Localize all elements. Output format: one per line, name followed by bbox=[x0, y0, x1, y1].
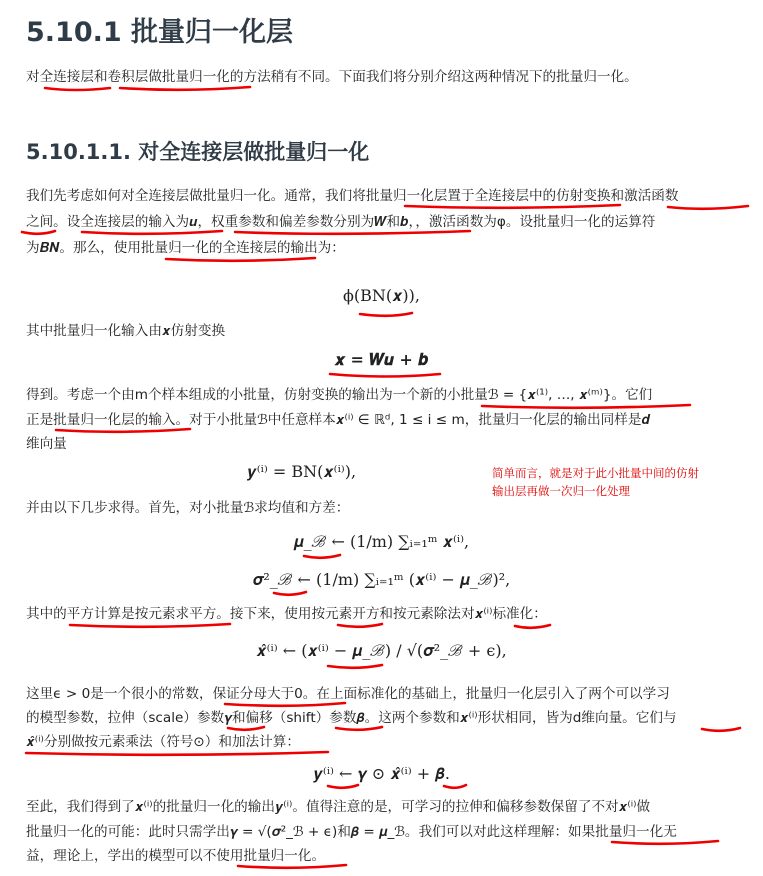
intro-paragraph: 对全连接层和卷积层做批量归一化的方法稍有不同。下面我们将分别介绍这两种情况下的批量归一化。 bbox=[26, 69, 638, 85]
equation-affine: 𝒙 = 𝑾𝒖 + 𝒃 bbox=[334, 350, 429, 369]
underline-mark bbox=[304, 555, 340, 558]
paragraph-3-line-1: 这里ϵ > 0是一个很小的常数，保证分母大于0。在上面标准化的基础上，批量归一化层引入了两个可以学习 bbox=[26, 686, 670, 702]
equation-mean: 𝝁_ℬ ← (1/m) ∑ᵢ₌₁ᵐ 𝒙⁽ⁱ⁾, bbox=[293, 532, 470, 551]
underline-mark bbox=[274, 592, 306, 595]
paragraph-1-line-2: 之间。设全连接层的输入为𝒖，权重参数和偏差参数分别为𝑾和𝒃，，激活函数为φ。设批量归一化的运算符 bbox=[26, 214, 656, 230]
underline-mark bbox=[444, 785, 466, 788]
underline-mark bbox=[328, 665, 382, 668]
annotation-line-1: 简单而言，就是对于此小批量中间的仿射 bbox=[492, 466, 699, 480]
paragraph-2-line-3: 维向量 bbox=[26, 436, 67, 452]
equation-standardize: 𝒙̂⁽ⁱ⁾ ← (𝒙⁽ⁱ⁾ − 𝝁_ℬ) / √(𝝈²_ℬ + ϵ), bbox=[256, 641, 507, 660]
standardize-intro: 其中的平方计算是按元素求平方。接下来，使用按元素开方和按元素除法对𝒙⁽ⁱ⁾标准化： bbox=[26, 606, 547, 622]
underline-mark bbox=[328, 785, 358, 788]
paragraph-2-line-1: 得到。考虑一个由m个样本组成的小批量，仿射变换的输出为一个新的小批量ℬ = {𝒙⁽¹⁾, …, 𝒙⁽ᵐ⁾}。它们 bbox=[26, 387, 653, 403]
paragraph-1-line-3: 为𝑩𝑵。那么，使用批量归一化的全连接层的输出为： bbox=[26, 240, 345, 256]
paragraph-4-line-1: 至此，我们得到了𝒙⁽ⁱ⁾的批量归一化的输出𝒚⁽ⁱ⁾。值得注意的是，可学习的拉伸和偏移参数保留了不对𝒙⁽ⁱ⁾做 bbox=[26, 799, 651, 815]
underline-mark bbox=[330, 374, 440, 377]
mean-variance-intro: 并由以下几步求得。首先，对小批量ℬ求均值和方差： bbox=[26, 500, 350, 516]
paragraph-3-line-3: 𝒙̂⁽ⁱ⁾分别做按元素乘法（符号⊙）和加法计算： bbox=[26, 734, 300, 750]
equation-bn-output: 𝒚⁽ⁱ⁾ = BN(𝒙⁽ⁱ⁾), bbox=[246, 462, 357, 481]
equation-output: ϕ(BN(𝒙)), bbox=[342, 286, 420, 305]
paragraph-4-line-2: 批量归一化的可能：此时只需学出𝜸 = √(𝝈²_ℬ + ϵ)和𝜷 = 𝝁_ℬ。我们可以对此这样理解：如果批量归一化无 bbox=[26, 824, 677, 840]
equation-scale-shift: 𝒚⁽ⁱ⁾ ← 𝜸 ⊙ 𝒙̂⁽ⁱ⁾ + 𝜷. bbox=[313, 764, 450, 783]
underline-mark bbox=[515, 625, 550, 628]
underline-mark bbox=[45, 88, 110, 90]
subsection-heading: 5.10.1.1. 对全连接层做批量归一化 bbox=[26, 140, 370, 164]
annotation-line-2: 输出层再做一次归一化处理 bbox=[492, 484, 630, 498]
handwritten-annotation bbox=[492, 464, 699, 500]
paragraph-4-line-3: 益，理论上，学出的模型可以不使用批量归一化。 bbox=[26, 848, 326, 864]
underline-mark bbox=[360, 313, 412, 316]
paragraph-2-line-2: 正是批量归一化层的输入。对于小批量ℬ中任意样本𝒙⁽ⁱ⁾ ∈ ℝᵈ, 1 ≤ i ≤ m，批量归一化层的输出同样是𝒅 bbox=[26, 412, 650, 428]
equation-variance: 𝝈²_ℬ ← (1/m) ∑ᵢ₌₁ᵐ (𝒙⁽ⁱ⁾ − 𝝁_ℬ)², bbox=[252, 570, 511, 589]
affine-intro-line: 其中批量归一化输入由𝒙仿射变换 bbox=[26, 323, 226, 339]
section-heading: 5.10.1 批量归一化层 bbox=[26, 17, 294, 48]
paragraph-1-line-1: 我们先考虑如何对全连接层做批量归一化。通常，我们将批量归一化层置于全连接层中的仿射变换和激活函数 bbox=[26, 188, 679, 204]
paragraph-3-line-2: 的模型参数，拉伸（scale）参数𝜸和偏移（shift）参数𝜷。这两个参数和𝒙⁽ⁱ⁾形状相同，皆为d维向量。它们与 bbox=[26, 710, 677, 726]
